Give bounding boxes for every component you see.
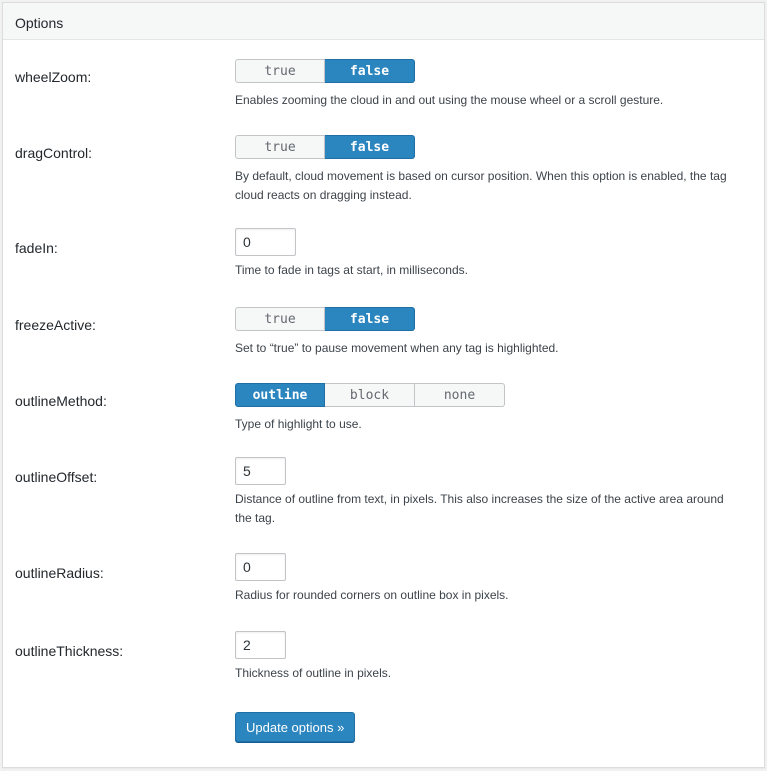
panel-title: Options <box>3 3 764 40</box>
dragcontrol-false-button[interactable]: false <box>325 135 415 159</box>
freezeactive-toggle <box>235 307 415 331</box>
outlinemethod-outline-button[interactable]: outline <box>235 383 325 407</box>
option-label: outlineOffset: <box>15 469 98 485</box>
option-description: Enables zooming the cloud in and out using the mouse wheel or a scroll gesture. <box>235 93 664 107</box>
option-description: Distance of outline from text, in pixels. This also increases the size of the active area around the tag. <box>235 492 724 525</box>
dragcontrol-toggle <box>235 135 415 159</box>
outlineoffset-input[interactable] <box>235 457 286 485</box>
freezeactive-false-button[interactable]: false <box>325 307 415 331</box>
update-options-button[interactable]: Update options » <box>235 712 355 742</box>
option-label: fadeIn: <box>15 240 58 256</box>
option-description: By default, cloud movement is based on cursor position. When this option is enabled, the tag cloud reacts on dragging instead. <box>235 169 727 202</box>
outlineradius-input[interactable] <box>235 553 286 581</box>
outlinemethod-block-button[interactable]: block <box>325 383 415 407</box>
option-field <box>235 383 735 434</box>
option-description: Radius for rounded corners on outline box in pixels. <box>235 588 509 602</box>
option-label: outlineMethod: <box>15 393 107 409</box>
option-field <box>235 59 735 110</box>
freezeactive-true-button[interactable]: true <box>235 307 325 331</box>
option-field <box>235 631 735 683</box>
option-field <box>235 135 735 205</box>
fadein-input[interactable] <box>235 228 296 256</box>
option-description: Set to “true” to pause movement when any tag is highlighted. <box>235 341 559 355</box>
option-label: freezeActive: <box>15 317 96 333</box>
option-label: dragControl: <box>15 145 93 161</box>
option-label: outlineRadius: <box>15 565 104 581</box>
option-description: Time to fade in tags at start, in milliseconds. <box>235 263 468 277</box>
dragcontrol-true-button[interactable]: true <box>235 135 325 159</box>
wheelzoom-toggle <box>235 59 415 83</box>
option-field <box>235 307 735 358</box>
option-field <box>235 553 735 605</box>
option-field <box>235 228 735 280</box>
option-field <box>235 457 735 528</box>
wheelzoom-true-button[interactable]: true <box>235 59 325 83</box>
outlinemethod-toggle <box>235 383 505 407</box>
outlinemethod-none-button[interactable]: none <box>415 383 505 407</box>
options-panel <box>2 2 765 768</box>
option-description: Type of highlight to use. <box>235 417 362 431</box>
option-label: wheelZoom: <box>15 69 92 85</box>
option-label: outlineThickness: <box>15 643 124 659</box>
option-description: Thickness of outline in pixels. <box>235 666 392 680</box>
outlinethickness-input[interactable] <box>235 631 286 659</box>
wheelzoom-false-button[interactable]: false <box>325 59 415 83</box>
